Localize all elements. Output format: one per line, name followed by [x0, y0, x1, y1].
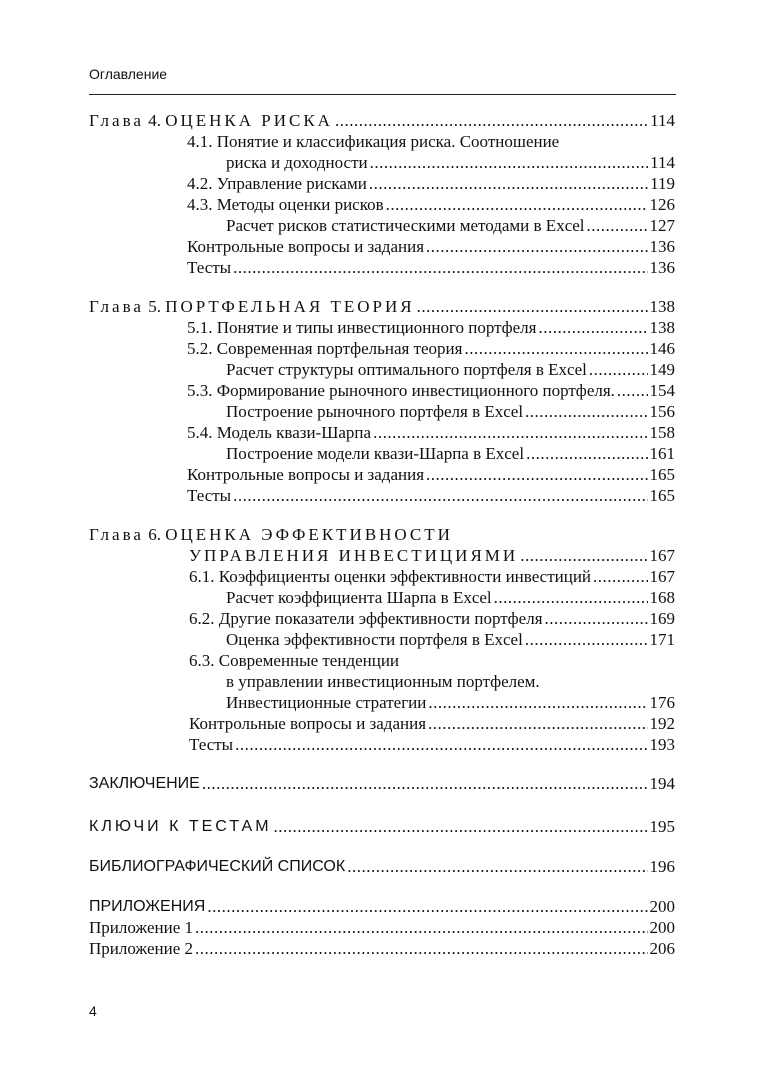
dot-leader	[545, 608, 648, 630]
page-ref: 114	[650, 111, 675, 130]
dot-leader	[464, 338, 647, 360]
toc-section-6-2[interactable]: 6.2. Другие показатели эффективности портфеля ..... 169	[189, 608, 675, 630]
toc-section-5-4[interactable]: 5.4. Модель квази-Шарпа ..... 158	[187, 422, 675, 444]
dot-leader	[426, 236, 647, 258]
dot-leader	[335, 110, 648, 132]
toc-appendix-2[interactable]: Приложение 2 ..... 206	[89, 938, 675, 960]
dot-leader	[347, 856, 647, 878]
toc-tests-4[interactable]: Тесты ..... 136	[187, 257, 675, 279]
toc-subsection-5-2-excel[interactable]: Расчет структуры оптимального портфеля в Excel ..... 149	[226, 359, 675, 381]
toc-subsection-6-1-excel[interactable]: Расчет коэффициента Шарпа в Excel ..... 168	[226, 587, 675, 609]
toc-section-4-1-line1[interactable]: 4.1. Понятие и классификация риска. Соотношение	[187, 132, 560, 151]
toc-chapter-6[interactable]: УПРАВЛЕНИЯ ИНВЕСТИЦИЯМИ ..... 167	[189, 545, 675, 567]
chapter-number: 5.	[148, 297, 161, 316]
dot-leader	[428, 692, 647, 714]
toc-section-5-1[interactable]: 5.1. Понятие и типы инвестиционного портфеля ..... 138	[187, 317, 675, 339]
toc-section-5-3[interactable]: 5.3. Формирование рыночного инвестиционного портфеля. ..... 154	[187, 380, 675, 402]
dot-leader	[195, 917, 648, 939]
toc-section-6-3[interactable]: Инвестиционные стратегии ..... 176	[226, 692, 675, 714]
toc-questions-4[interactable]: Контрольные вопросы и задания ..... 136	[187, 236, 675, 258]
dot-leader	[195, 938, 648, 960]
dot-leader	[233, 257, 647, 279]
dot-leader	[373, 422, 647, 444]
toc-subsection-4-3-excel[interactable]: Расчет рисков статистическими методами в Excel ..... 127	[226, 215, 675, 237]
dot-leader	[426, 464, 647, 486]
dot-leader	[617, 380, 648, 402]
toc-section-6-1[interactable]: 6.1. Коэффициенты оценки эффективности инвестиций ..... 167	[189, 566, 675, 588]
chapter-title: ОЦЕНКА РИСКА	[165, 111, 333, 130]
toc-subsection-6-2-excel[interactable]: Оценка эффективности портфеля в Excel ..... 171	[226, 629, 675, 651]
toc-chapter-5[interactable]	[89, 296, 675, 318]
dot-leader	[207, 896, 647, 918]
chapter-title: ПОРТФЕЛЬНАЯ ТЕОРИЯ	[165, 297, 415, 316]
toc-section-6-3-line2[interactable]: в управлении инвестиционным портфелем.	[226, 672, 540, 691]
toc-questions-5[interactable]: Контрольные вопросы и задания ..... 165	[187, 464, 675, 486]
dot-leader	[233, 485, 647, 507]
dot-leader	[520, 545, 647, 567]
dot-leader	[369, 173, 648, 195]
dot-leader	[525, 629, 648, 651]
toc-chapter-6-line1[interactable]	[89, 524, 453, 546]
toc-section-6-3-line1[interactable]: 6.3. Современные тенденции	[189, 651, 400, 670]
toc-section-4-3[interactable]: 4.3. Методы оценки рисков ..... 126	[187, 194, 675, 216]
toc-section-4-2[interactable]: 4.2. Управление рисками ..... 119	[187, 173, 675, 195]
toc-test-keys[interactable]: КЛЮЧИ К ТЕСТАМ ..... 195	[89, 816, 675, 838]
toc-appendix-1[interactable]: Приложение 1 ..... 200	[89, 917, 675, 939]
toc-subsection-5-3-excel[interactable]: Построение рыночного портфеля в Excel ..... 156	[226, 401, 675, 423]
dot-leader	[526, 443, 647, 465]
chapter-title: ОЦЕНКА ЭФФЕКТИВНОСТИ	[165, 525, 453, 544]
dot-leader	[587, 215, 648, 237]
dot-leader	[274, 816, 648, 838]
chapter-number: 6.	[148, 525, 161, 544]
toc-tests-6[interactable]: Тесты ..... 193	[189, 734, 675, 756]
toc-section-4-1[interactable]: риска и доходности ..... 114	[226, 152, 675, 174]
dot-leader	[370, 152, 649, 174]
toc-chapter-4[interactable]	[89, 110, 675, 132]
toc-tests-5[interactable]: Тесты ..... 165	[187, 485, 675, 507]
dot-leader	[538, 317, 647, 339]
dot-leader	[593, 566, 647, 588]
toc-bibliography[interactable]: БИБЛИОГРАФИЧЕСКИЙ СПИСОК ..... 196	[89, 856, 675, 878]
dot-leader	[525, 401, 647, 423]
chapter-prefix: Глава	[89, 111, 144, 130]
chapter-prefix: Глава	[89, 297, 144, 316]
dot-leader	[494, 587, 648, 609]
toc-questions-6[interactable]: Контрольные вопросы и задания ..... 192	[189, 713, 675, 735]
page-ref: 138	[649, 297, 675, 316]
dot-leader	[386, 194, 648, 216]
running-header: Оглавление	[89, 66, 168, 82]
dot-leader	[235, 734, 647, 756]
toc-section-5-2[interactable]: 5.2. Современная портфельная теория ..... 146	[187, 338, 675, 360]
chapter-prefix: Глава	[89, 525, 144, 544]
dot-leader	[428, 713, 647, 735]
toc-conclusion[interactable]: ЗАКЛЮЧЕНИЕ ..... 194	[89, 773, 675, 795]
page-number: 4	[89, 1003, 97, 1019]
dot-leader	[202, 773, 648, 795]
toc-subsection-5-4-excel[interactable]: Построение модели квази-Шарпа в Excel ..... 161	[226, 443, 675, 465]
dot-leader	[417, 296, 648, 318]
dot-leader	[589, 359, 648, 381]
toc-appendices[interactable]: ПРИЛОЖЕНИЯ ..... 200	[89, 896, 675, 918]
chapter-number: 4.	[148, 111, 161, 130]
